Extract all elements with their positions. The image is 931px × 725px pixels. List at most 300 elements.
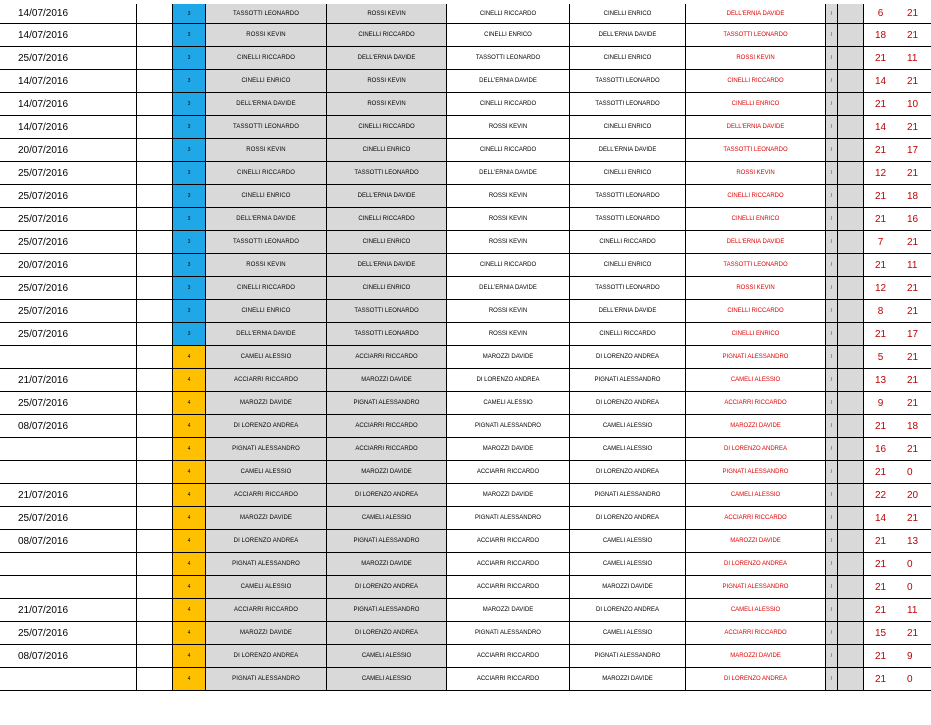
player-4-cell[interactable]: DI LORENZO ANDREA — [569, 392, 685, 414]
group-number-cell[interactable]: 3 — [172, 185, 205, 207]
match-date-cell[interactable]: 25/07/2016 — [18, 167, 69, 179]
player-3-cell[interactable]: ACCIARRI RICCARDO — [446, 553, 569, 575]
spacer-cell[interactable] — [837, 438, 863, 460]
match-date-cell[interactable]: 08/07/2016 — [18, 535, 69, 547]
match-date-cell[interactable]: 25/07/2016 — [18, 512, 69, 524]
player-2-cell[interactable]: PIGNATI ALESSANDRO — [326, 599, 446, 621]
spacer-cell[interactable] — [837, 346, 863, 368]
player-2-cell[interactable]: ACCIARRI RICCARDO — [326, 415, 446, 437]
player-2-cell[interactable]: ROSSI KEVIN — [326, 70, 446, 92]
referee-cell[interactable]: CAMELI ALESSIO — [685, 369, 825, 391]
group-number-cell[interactable]: 4 — [172, 392, 205, 414]
player-3-cell[interactable]: CINELLI RICCARDO — [446, 254, 569, 276]
spacer-cell[interactable] — [837, 4, 863, 23]
spacer-cell[interactable] — [837, 369, 863, 391]
score-2-cell[interactable]: 0 — [907, 466, 913, 478]
player-1-cell[interactable]: TASSOTTI LEONARDO — [205, 231, 326, 253]
player-4-cell[interactable]: DELL'ERNIA DAVIDE — [569, 24, 685, 46]
score-2-cell[interactable]: 21 — [907, 8, 919, 19]
score-1-cell[interactable]: 21 — [863, 415, 897, 437]
player-1-cell[interactable]: PIGNATI ALESSANDRO — [205, 438, 326, 460]
spacer-cell[interactable] — [837, 507, 863, 529]
score-1-cell[interactable]: 21 — [863, 47, 897, 69]
player-2-cell[interactable]: DI LORENZO ANDREA — [326, 484, 446, 506]
player-3-cell[interactable]: PIGNATI ALESSANDRO — [446, 415, 569, 437]
group-number-cell[interactable]: 3 — [172, 162, 205, 184]
player-3-cell[interactable]: DELL'ERNIA DAVIDE — [446, 277, 569, 299]
match-date-cell[interactable]: 14/07/2016 — [18, 29, 69, 41]
player-1-cell[interactable]: DI LORENZO ANDREA — [205, 415, 326, 437]
player-2-cell[interactable]: CINELLI RICCARDO — [326, 24, 446, 46]
player-4-cell[interactable]: MAROZZI DAVIDE — [569, 576, 685, 598]
player-2-cell[interactable]: DELL'ERNIA DAVIDE — [326, 254, 446, 276]
group-number-cell[interactable]: 4 — [172, 599, 205, 621]
player-4-cell[interactable]: CAMELI ALESSIO — [569, 415, 685, 437]
referee-cell[interactable]: ROSSI KEVIN — [685, 47, 825, 69]
referee-cell[interactable]: ROSSI KEVIN — [685, 162, 825, 184]
score-separator-cell[interactable]: / — [825, 438, 837, 460]
player-3-cell[interactable]: MAROZZI DAVIDE — [446, 484, 569, 506]
group-number-cell[interactable]: 3 — [172, 208, 205, 230]
score-separator-cell[interactable]: / — [825, 507, 837, 529]
player-1-cell[interactable]: PIGNATI ALESSANDRO — [205, 668, 326, 690]
player-3-cell[interactable]: MAROZZI DAVIDE — [446, 346, 569, 368]
score-1-cell[interactable]: 15 — [863, 622, 897, 644]
referee-cell[interactable]: CINELLI RICCARDO — [685, 70, 825, 92]
referee-cell[interactable]: DELL'ERNIA DAVIDE — [685, 231, 825, 253]
score-2-cell[interactable]: 18 — [907, 420, 919, 432]
player-4-cell[interactable]: DELL'ERNIA DAVIDE — [569, 139, 685, 161]
match-date-cell[interactable]: 14/07/2016 — [18, 121, 69, 133]
group-number-cell[interactable]: 4 — [172, 645, 205, 667]
referee-cell[interactable]: ROSSI KEVIN — [685, 277, 825, 299]
player-3-cell[interactable]: CINELLI ENRICO — [446, 24, 569, 46]
score-1-cell[interactable]: 22 — [863, 484, 897, 506]
score-2-cell[interactable]: 16 — [907, 213, 919, 225]
group-number-cell[interactable]: 4 — [172, 553, 205, 575]
blank-cell[interactable] — [136, 4, 172, 23]
group-number-cell[interactable]: 3 — [172, 323, 205, 345]
player-1-cell[interactable]: CAMELI ALESSIO — [205, 576, 326, 598]
group-number-cell[interactable]: 3 — [172, 300, 205, 322]
player-1-cell[interactable]: MAROZZI DAVIDE — [205, 622, 326, 644]
match-date-cell[interactable]: 14/07/2016 — [18, 98, 69, 110]
match-date-cell[interactable] — [0, 668, 136, 690]
player-1-cell[interactable]: MAROZZI DAVIDE — [205, 507, 326, 529]
blank-cell[interactable] — [136, 47, 172, 69]
player-3-cell[interactable]: ROSSI KEVIN — [446, 300, 569, 322]
score-1-cell[interactable]: 21 — [863, 645, 897, 667]
spacer-cell[interactable] — [837, 70, 863, 92]
player-4-cell[interactable]: DI LORENZO ANDREA — [569, 599, 685, 621]
score-1-cell[interactable]: 21 — [863, 323, 897, 345]
spacer-cell[interactable] — [837, 162, 863, 184]
player-3-cell[interactable]: TASSOTTI LEONARDO — [446, 47, 569, 69]
referee-cell[interactable]: ACCIARRI RICCARDO — [685, 622, 825, 644]
score-2-cell[interactable]: 11 — [907, 604, 918, 616]
score-1-cell[interactable]: 21 — [863, 93, 897, 115]
score-2-cell[interactable]: 21 — [907, 305, 919, 317]
player-1-cell[interactable]: PIGNATI ALESSANDRO — [205, 553, 326, 575]
score-2-cell[interactable]: 21 — [907, 121, 919, 133]
group-number-cell[interactable]: 4 — [172, 576, 205, 598]
player-3-cell[interactable]: ROSSI KEVIN — [446, 231, 569, 253]
score-1-cell[interactable]: 21 — [863, 185, 897, 207]
blank-cell[interactable] — [136, 415, 172, 437]
blank-cell[interactable] — [136, 231, 172, 253]
player-2-cell[interactable]: CAMELI ALESSIO — [326, 507, 446, 529]
score-separator-cell[interactable]: / — [825, 369, 837, 391]
referee-cell[interactable]: MAROZZI DAVIDE — [685, 415, 825, 437]
group-number-cell[interactable]: 3 — [172, 139, 205, 161]
score-2-cell[interactable]: 21 — [907, 282, 919, 294]
player-4-cell[interactable]: DI LORENZO ANDREA — [569, 507, 685, 529]
spacer-cell[interactable] — [837, 392, 863, 414]
group-number-cell[interactable]: 3 — [172, 231, 205, 253]
score-2-cell[interactable]: 18 — [907, 190, 919, 202]
score-2-cell[interactable]: 21 — [907, 29, 919, 41]
player-2-cell[interactable]: CAMELI ALESSIO — [326, 645, 446, 667]
score-2-cell[interactable]: 21 — [907, 397, 919, 409]
score-1-cell[interactable]: 14 — [863, 116, 897, 138]
score-2-cell[interactable]: 10 — [907, 98, 919, 110]
match-date-cell[interactable]: 20/07/2016 — [18, 144, 69, 156]
player-4-cell[interactable]: PIGNATI ALESSANDRO — [569, 645, 685, 667]
spacer-cell[interactable] — [837, 93, 863, 115]
player-4-cell[interactable]: TASSOTTI LEONARDO — [569, 208, 685, 230]
referee-cell[interactable]: CINELLI ENRICO — [685, 208, 825, 230]
match-date-cell[interactable]: 14/07/2016 — [18, 8, 69, 19]
match-date-cell[interactable]: 25/07/2016 — [18, 52, 69, 64]
score-2-cell[interactable]: 0 — [907, 558, 913, 570]
referee-cell[interactable]: CAMELI ALESSIO — [685, 599, 825, 621]
player-3-cell[interactable]: ROSSI KEVIN — [446, 323, 569, 345]
group-number-cell[interactable]: 4 — [172, 438, 205, 460]
player-2-cell[interactable]: ROSSI KEVIN — [326, 93, 446, 115]
match-date-cell[interactable]: 25/07/2016 — [18, 627, 69, 639]
referee-cell[interactable]: TASSOTTI LEONARDO — [685, 24, 825, 46]
player-3-cell[interactable]: DELL'ERNIA DAVIDE — [446, 70, 569, 92]
score-1-cell[interactable]: 21 — [863, 139, 897, 161]
score-1-cell[interactable]: 21 — [863, 208, 897, 230]
spacer-cell[interactable] — [837, 323, 863, 345]
player-3-cell[interactable]: ACCIARRI RICCARDO — [446, 645, 569, 667]
player-1-cell[interactable]: CINELLI ENRICO — [205, 70, 326, 92]
spacer-cell[interactable] — [837, 484, 863, 506]
player-3-cell[interactable]: DELL'ERNIA DAVIDE — [446, 162, 569, 184]
blank-cell[interactable] — [136, 185, 172, 207]
score-1-cell[interactable]: 21 — [863, 668, 897, 690]
player-2-cell[interactable]: ROSSI KEVIN — [326, 4, 446, 23]
blank-cell[interactable] — [136, 668, 172, 690]
score-separator-cell[interactable]: / — [825, 139, 837, 161]
score-1-cell[interactable]: 13 — [863, 369, 897, 391]
score-2-cell[interactable]: 20 — [907, 489, 919, 501]
blank-cell[interactable] — [136, 254, 172, 276]
blank-cell[interactable] — [136, 300, 172, 322]
player-2-cell[interactable]: CINELLI ENRICO — [326, 277, 446, 299]
player-4-cell[interactable]: MAROZZI DAVIDE — [569, 668, 685, 690]
score-separator-cell[interactable]: / — [825, 185, 837, 207]
score-separator-cell[interactable]: / — [825, 277, 837, 299]
score-1-cell[interactable]: 5 — [863, 346, 897, 368]
score-2-cell[interactable]: 21 — [907, 167, 919, 179]
player-2-cell[interactable]: ACCIARRI RICCARDO — [326, 346, 446, 368]
score-2-cell[interactable]: 11 — [907, 259, 918, 271]
spacer-cell[interactable] — [837, 668, 863, 690]
blank-cell[interactable] — [136, 438, 172, 460]
blank-cell[interactable] — [136, 162, 172, 184]
player-1-cell[interactable]: CAMELI ALESSIO — [205, 461, 326, 483]
player-2-cell[interactable]: ACCIARRI RICCARDO — [326, 438, 446, 460]
referee-cell[interactable]: DI LORENZO ANDREA — [685, 438, 825, 460]
group-number-cell[interactable]: 3 — [172, 254, 205, 276]
player-1-cell[interactable]: ACCIARRI RICCARDO — [205, 484, 326, 506]
player-3-cell[interactable]: ROSSI KEVIN — [446, 208, 569, 230]
player-2-cell[interactable]: MAROZZI DAVIDE — [326, 553, 446, 575]
score-2-cell[interactable]: 21 — [907, 512, 919, 524]
player-2-cell[interactable]: TASSOTTI LEONARDO — [326, 162, 446, 184]
score-2-cell[interactable]: 0 — [907, 673, 913, 685]
score-separator-cell[interactable]: / — [825, 93, 837, 115]
score-1-cell[interactable]: 12 — [863, 277, 897, 299]
score-1-cell[interactable]: 21 — [863, 530, 897, 552]
player-3-cell[interactable]: ACCIARRI RICCARDO — [446, 530, 569, 552]
group-number-cell[interactable]: 3 — [172, 277, 205, 299]
referee-cell[interactable]: ACCIARRI RICCARDO — [685, 392, 825, 414]
score-2-cell[interactable]: 21 — [907, 351, 919, 363]
match-date-cell[interactable]: 25/07/2016 — [18, 190, 69, 202]
score-separator-cell[interactable]: / — [825, 668, 837, 690]
player-1-cell[interactable]: DI LORENZO ANDREA — [205, 645, 326, 667]
player-4-cell[interactable]: CINELLI RICCARDO — [569, 231, 685, 253]
player-3-cell[interactable]: ROSSI KEVIN — [446, 185, 569, 207]
score-1-cell[interactable]: 16 — [863, 438, 897, 460]
score-2-cell[interactable]: 0 — [907, 581, 913, 593]
player-4-cell[interactable]: CAMELI ALESSIO — [569, 530, 685, 552]
player-3-cell[interactable]: MAROZZI DAVIDE — [446, 438, 569, 460]
group-number-cell[interactable]: 4 — [172, 622, 205, 644]
score-separator-cell[interactable]: / — [825, 254, 837, 276]
player-1-cell[interactable]: CINELLI RICCARDO — [205, 162, 326, 184]
referee-cell[interactable]: DI LORENZO ANDREA — [685, 553, 825, 575]
player-4-cell[interactable]: CINELLI ENRICO — [569, 47, 685, 69]
score-separator-cell[interactable]: / — [825, 4, 837, 23]
player-3-cell[interactable]: CINELLI RICCARDO — [446, 93, 569, 115]
player-2-cell[interactable]: CAMELI ALESSIO — [326, 668, 446, 690]
match-date-cell[interactable]: 25/07/2016 — [18, 305, 69, 317]
player-1-cell[interactable]: TASSOTTI LEONARDO — [205, 4, 326, 23]
score-separator-cell[interactable]: / — [825, 553, 837, 575]
score-1-cell[interactable]: 6 — [863, 4, 897, 23]
player-1-cell[interactable]: MAROZZI DAVIDE — [205, 392, 326, 414]
match-date-cell[interactable]: 08/07/2016 — [18, 420, 69, 432]
spacer-cell[interactable] — [837, 622, 863, 644]
blank-cell[interactable] — [136, 576, 172, 598]
group-number-cell[interactable]: 4 — [172, 668, 205, 690]
group-number-cell[interactable]: 3 — [172, 70, 205, 92]
score-1-cell[interactable]: 18 — [863, 24, 897, 46]
match-date-cell[interactable]: 25/07/2016 — [18, 397, 69, 409]
score-separator-cell[interactable]: / — [825, 70, 837, 92]
player-4-cell[interactable]: CAMELI ALESSIO — [569, 622, 685, 644]
player-4-cell[interactable]: CINELLI ENRICO — [569, 162, 685, 184]
player-3-cell[interactable]: ACCIARRI RICCARDO — [446, 576, 569, 598]
player-4-cell[interactable]: PIGNATI ALESSANDRO — [569, 484, 685, 506]
score-2-cell[interactable]: 21 — [907, 627, 919, 639]
group-number-cell[interactable]: 4 — [172, 507, 205, 529]
player-2-cell[interactable]: MAROZZI DAVIDE — [326, 369, 446, 391]
spacer-cell[interactable] — [837, 530, 863, 552]
score-separator-cell[interactable]: / — [825, 24, 837, 46]
score-separator-cell[interactable]: / — [825, 231, 837, 253]
blank-cell[interactable] — [136, 24, 172, 46]
player-1-cell[interactable]: DELL'ERNIA DAVIDE — [205, 93, 326, 115]
player-4-cell[interactable]: CAMELI ALESSIO — [569, 438, 685, 460]
spacer-cell[interactable] — [837, 645, 863, 667]
score-separator-cell[interactable]: / — [825, 162, 837, 184]
blank-cell[interactable] — [136, 346, 172, 368]
player-2-cell[interactable]: TASSOTTI LEONARDO — [326, 323, 446, 345]
score-2-cell[interactable]: 21 — [907, 374, 919, 386]
group-number-cell[interactable]: 3 — [172, 116, 205, 138]
score-2-cell[interactable]: 21 — [907, 236, 919, 248]
score-separator-cell[interactable]: / — [825, 47, 837, 69]
score-1-cell[interactable]: 7 — [863, 231, 897, 253]
referee-cell[interactable]: MAROZZI DAVIDE — [685, 645, 825, 667]
spacer-cell[interactable] — [837, 415, 863, 437]
blank-cell[interactable] — [136, 553, 172, 575]
score-separator-cell[interactable]: / — [825, 645, 837, 667]
referee-cell[interactable]: DI LORENZO ANDREA — [685, 668, 825, 690]
group-number-cell[interactable]: 4 — [172, 346, 205, 368]
player-4-cell[interactable]: DELL'ERNIA DAVIDE — [569, 300, 685, 322]
score-1-cell[interactable]: 12 — [863, 162, 897, 184]
score-separator-cell[interactable]: / — [825, 300, 837, 322]
player-2-cell[interactable]: CINELLI RICCARDO — [326, 116, 446, 138]
player-2-cell[interactable]: MAROZZI DAVIDE — [326, 461, 446, 483]
spacer-cell[interactable] — [837, 599, 863, 621]
score-1-cell[interactable]: 14 — [863, 70, 897, 92]
player-3-cell[interactable]: CINELLI RICCARDO — [446, 4, 569, 23]
group-number-cell[interactable]: 3 — [172, 24, 205, 46]
player-4-cell[interactable]: DI LORENZO ANDREA — [569, 346, 685, 368]
blank-cell[interactable] — [136, 645, 172, 667]
player-1-cell[interactable]: ROSSI KEVIN — [205, 254, 326, 276]
player-3-cell[interactable]: DI LORENZO ANDREA — [446, 369, 569, 391]
player-1-cell[interactable]: CINELLI ENRICO — [205, 300, 326, 322]
referee-cell[interactable]: PIGNATI ALESSANDRO — [685, 461, 825, 483]
blank-cell[interactable] — [136, 484, 172, 506]
spacer-cell[interactable] — [837, 47, 863, 69]
blank-cell[interactable] — [136, 599, 172, 621]
score-separator-cell[interactable]: / — [825, 576, 837, 598]
score-2-cell[interactable]: 17 — [907, 328, 919, 340]
player-4-cell[interactable]: CAMELI ALESSIO — [569, 553, 685, 575]
match-date-cell[interactable]: 25/07/2016 — [18, 282, 69, 294]
player-1-cell[interactable]: CAMELI ALESSIO — [205, 346, 326, 368]
score-separator-cell[interactable]: / — [825, 461, 837, 483]
score-1-cell[interactable]: 9 — [863, 392, 897, 414]
player-4-cell[interactable]: PIGNATI ALESSANDRO — [569, 369, 685, 391]
spacer-cell[interactable] — [837, 185, 863, 207]
score-separator-cell[interactable]: / — [825, 599, 837, 621]
referee-cell[interactable]: MAROZZI DAVIDE — [685, 530, 825, 552]
player-4-cell[interactable]: TASSOTTI LEONARDO — [569, 277, 685, 299]
score-2-cell[interactable]: 9 — [907, 650, 913, 662]
player-4-cell[interactable]: TASSOTTI LEONARDO — [569, 93, 685, 115]
score-1-cell[interactable]: 21 — [863, 576, 897, 598]
blank-cell[interactable] — [136, 369, 172, 391]
score-separator-cell[interactable]: / — [825, 346, 837, 368]
player-3-cell[interactable]: ACCIARRI RICCARDO — [446, 668, 569, 690]
blank-cell[interactable] — [136, 622, 172, 644]
player-3-cell[interactable]: CINELLI RICCARDO — [446, 139, 569, 161]
group-number-cell[interactable]: 4 — [172, 369, 205, 391]
blank-cell[interactable] — [136, 392, 172, 414]
spacer-cell[interactable] — [837, 576, 863, 598]
player-2-cell[interactable]: DELL'ERNIA DAVIDE — [326, 185, 446, 207]
match-date-cell[interactable]: 25/07/2016 — [18, 213, 69, 225]
match-date-cell[interactable] — [0, 346, 136, 368]
player-1-cell[interactable]: ACCIARRI RICCARDO — [205, 369, 326, 391]
group-number-cell[interactable]: 3 — [172, 47, 205, 69]
match-date-cell[interactable] — [0, 461, 136, 483]
score-separator-cell[interactable]: / — [825, 484, 837, 506]
player-2-cell[interactable]: DI LORENZO ANDREA — [326, 622, 446, 644]
score-2-cell[interactable]: 21 — [907, 443, 919, 455]
group-number-cell[interactable]: 3 — [172, 4, 205, 23]
referee-cell[interactable]: CAMELI ALESSIO — [685, 484, 825, 506]
spacer-cell[interactable] — [837, 277, 863, 299]
match-date-cell[interactable] — [0, 438, 136, 460]
player-3-cell[interactable]: ROSSI KEVIN — [446, 116, 569, 138]
spacer-cell[interactable] — [837, 24, 863, 46]
player-4-cell[interactable]: TASSOTTI LEONARDO — [569, 185, 685, 207]
score-2-cell[interactable]: 17 — [907, 144, 919, 156]
blank-cell[interactable] — [136, 116, 172, 138]
group-number-cell[interactable]: 3 — [172, 93, 205, 115]
group-number-cell[interactable]: 4 — [172, 484, 205, 506]
player-4-cell[interactable]: TASSOTTI LEONARDO — [569, 70, 685, 92]
player-2-cell[interactable]: PIGNATI ALESSANDRO — [326, 392, 446, 414]
player-3-cell[interactable]: CAMELI ALESSIO — [446, 392, 569, 414]
score-separator-cell[interactable]: / — [825, 208, 837, 230]
blank-cell[interactable] — [136, 530, 172, 552]
player-2-cell[interactable]: PIGNATI ALESSANDRO — [326, 530, 446, 552]
score-separator-cell[interactable]: / — [825, 392, 837, 414]
player-1-cell[interactable]: CINELLI RICCARDO — [205, 47, 326, 69]
player-2-cell[interactable]: CINELLI ENRICO — [326, 139, 446, 161]
referee-cell[interactable]: PIGNATI ALESSANDRO — [685, 346, 825, 368]
blank-cell[interactable] — [136, 139, 172, 161]
group-number-cell[interactable]: 4 — [172, 415, 205, 437]
player-4-cell[interactable]: CINELLI ENRICO — [569, 254, 685, 276]
score-separator-cell[interactable]: / — [825, 530, 837, 552]
match-date-cell[interactable]: 25/07/2016 — [18, 236, 69, 248]
match-date-cell[interactable]: 21/07/2016 — [18, 489, 69, 501]
player-2-cell[interactable]: CINELLI RICCARDO — [326, 208, 446, 230]
player-3-cell[interactable]: MAROZZI DAVIDE — [446, 599, 569, 621]
score-1-cell[interactable]: 21 — [863, 461, 897, 483]
match-date-cell[interactable]: 21/07/2016 — [18, 374, 69, 386]
match-date-cell[interactable]: 21/07/2016 — [18, 604, 69, 616]
blank-cell[interactable] — [136, 507, 172, 529]
group-number-cell[interactable]: 4 — [172, 461, 205, 483]
player-4-cell[interactable]: CINELLI RICCARDO — [569, 323, 685, 345]
score-1-cell[interactable]: 21 — [863, 254, 897, 276]
spacer-cell[interactable] — [837, 300, 863, 322]
